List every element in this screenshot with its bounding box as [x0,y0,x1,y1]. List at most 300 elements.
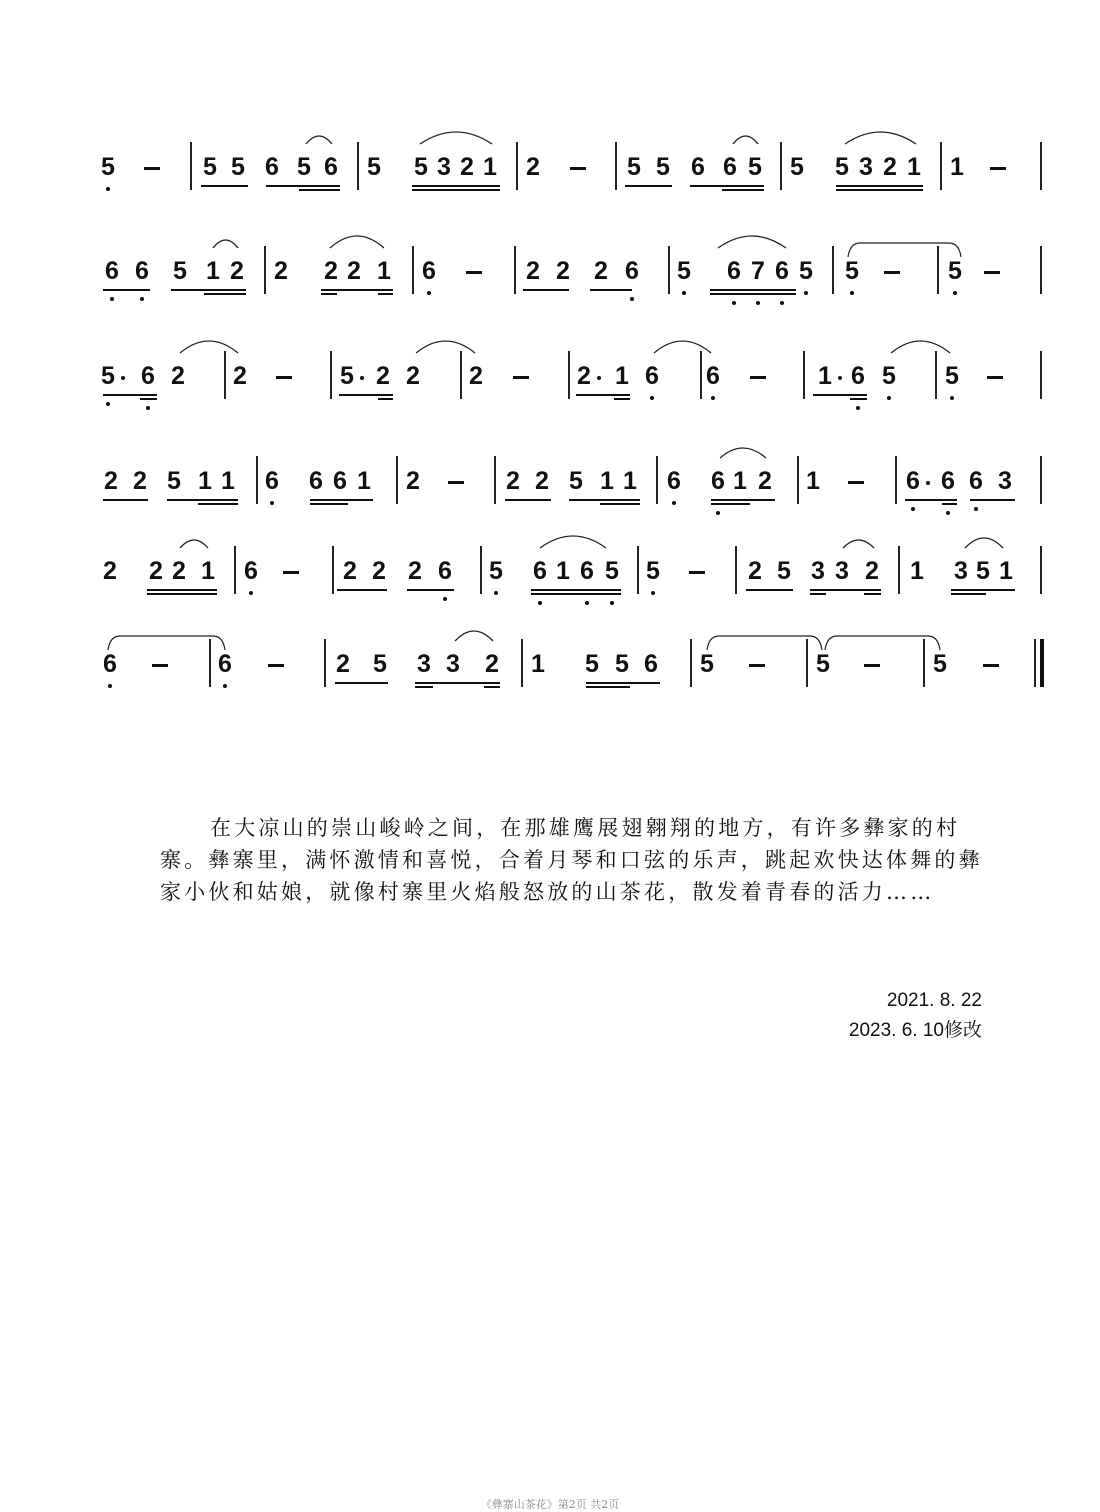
note-5: 5 [790,153,804,181]
note-5: 5 [101,153,115,181]
low-octave-dot [716,511,720,515]
sustain-dash [864,664,880,667]
jianpu-score [0,0,1100,720]
note-5: 5 [816,650,830,678]
duration-underline [531,593,621,595]
note-6: 6 [711,467,725,495]
bar-line [460,351,462,399]
bar-line [637,546,639,594]
duration-underline [103,499,148,501]
note-3: 3 [835,557,849,585]
note-6: 6 [218,650,232,678]
note-2: 2 [103,557,117,585]
note-6: 6 [244,557,258,585]
bar-line [797,456,799,504]
slur-arc [718,446,768,460]
note-2: 2 [171,362,185,390]
bar-line [516,142,518,190]
bar-line [330,351,332,399]
note-2: 2 [274,257,288,285]
low-octave-dot [106,187,110,191]
note-2: 2 [133,467,147,495]
duration-underline [836,189,923,191]
bar-line [1040,246,1042,294]
note-1: 1 [615,362,629,390]
low-octave-dot [610,601,614,605]
tie-arc [846,241,963,259]
date-block [849,986,982,1046]
slur-arc [178,339,240,355]
note-6: 6 [775,257,789,285]
duration-underline [378,398,393,400]
bar-line [735,546,737,594]
note-1: 1 [910,557,924,585]
low-octave-dot [140,297,144,301]
note-2: 2 [230,257,244,285]
note-7: 7 [751,257,765,285]
low-octave-dot [756,301,760,305]
bar-line [656,456,658,504]
duration-underline [813,394,867,396]
note-6: 6 [645,362,659,390]
note-5: 5 [569,467,583,495]
bar-line [568,351,570,399]
note-6: 6 [644,650,658,678]
augmentation-dot [597,376,601,380]
duration-underline [505,499,551,501]
duration-underline [625,185,672,187]
slur-arc [731,134,760,146]
augmentation-dot [926,481,930,485]
note-3: 3 [954,557,968,585]
duration-underline [569,499,640,501]
duration-underline [531,589,621,591]
bar-line [935,351,937,399]
duration-underline [337,589,387,591]
low-octave-dot [682,291,686,295]
note-1: 1 [556,557,570,585]
bar-line [1040,142,1042,190]
note-2: 2 [556,257,570,285]
note-1: 1 [206,257,220,285]
note-6: 6 [667,467,681,495]
note-5: 5 [231,153,245,181]
bar-line [700,351,702,399]
note-5: 5 [167,467,181,495]
low-octave-dot [953,291,957,295]
bar-line [803,351,805,399]
tie-arc [106,634,227,652]
song-description [160,812,990,908]
bar-line [668,246,670,294]
sustain-dash [987,376,1003,379]
bar-line [396,456,398,504]
low-octave-dot [110,297,114,301]
note-5: 5 [845,257,859,285]
duration-underline [339,394,393,396]
slur-arc [418,130,494,146]
duration-underline [198,503,238,505]
note-6: 6 [625,257,639,285]
bar-line [615,142,617,190]
duration-underline [746,589,793,591]
note-2: 2 [406,467,420,495]
note-6: 6 [105,257,119,285]
low-octave-dot [249,591,253,595]
note-2: 2 [460,153,474,181]
note-1: 1 [806,467,820,495]
note-5: 5 [945,362,959,390]
note-2: 2 [372,557,386,585]
note-1: 1 [201,557,215,585]
note-3: 3 [811,557,825,585]
note-6: 6 [906,467,920,495]
note-5: 5 [748,153,762,181]
note-3: 3 [437,153,451,181]
note-5: 5 [656,153,670,181]
slur-arc [178,538,210,550]
low-octave-dot [887,396,891,400]
duration-underline [407,589,454,591]
note-6: 6 [691,153,705,181]
note-6: 6 [580,557,594,585]
duration-underline [321,289,393,291]
bar-line [1040,456,1042,504]
bar-line [234,546,236,594]
note-2: 2 [336,650,350,678]
note-1: 1 [198,467,212,495]
duration-underline [171,289,246,291]
note-2: 2 [149,557,163,585]
note-6: 6 [324,153,338,181]
duration-underline [951,593,986,595]
slur-arc [716,234,788,250]
note-3: 3 [859,153,873,181]
note-1: 1 [377,257,391,285]
note-5: 5 [700,650,714,678]
duration-underline [586,682,660,684]
note-2: 2 [577,362,591,390]
duration-underline [836,185,923,187]
low-octave-dot [946,511,950,515]
low-octave-dot [780,301,784,305]
low-octave-dot [651,591,655,595]
slur-arc [211,238,240,250]
duration-underline [711,503,750,505]
tie-arc [705,634,824,652]
low-octave-dot [427,291,431,295]
slur-arc [414,339,477,355]
low-octave-dot [108,684,112,688]
slur-arc [889,339,952,355]
duration-underline [299,189,340,191]
duration-underline [711,499,775,501]
note-2: 2 [172,557,186,585]
note-2: 2 [526,257,540,285]
note-2: 2 [406,362,420,390]
bar-line [190,142,192,190]
duration-underline [864,593,881,595]
sustain-dash [848,481,864,484]
bar-line [357,142,359,190]
duration-underline [710,289,796,291]
sustain-dash [990,167,1006,170]
bar-line [521,639,523,687]
revision-date: 2023. 6. 10修改 [848,1020,982,1041]
note-6: 6 [723,153,737,181]
augmentation-dot [360,376,364,380]
note-2: 2 [104,467,118,495]
sustain-dash [283,571,299,574]
duration-underline [484,686,500,688]
note-1: 1 [221,467,235,495]
bar-line [690,639,692,687]
note-6: 6 [706,362,720,390]
note-1: 1 [907,153,921,181]
note-2: 2 [865,557,879,585]
duration-underline [147,593,217,595]
note-6: 6 [135,257,149,285]
bar-line [264,246,266,294]
bar-line [324,639,326,687]
note-2: 2 [408,557,422,585]
duration-underline [722,189,764,191]
low-octave-dot [974,507,978,511]
low-octave-dot [711,396,715,400]
low-octave-dot [494,591,498,595]
note-5: 5 [585,650,599,678]
duration-underline [523,289,569,291]
note-1: 1 [999,557,1013,585]
duration-underline [614,398,630,400]
note-1: 1 [733,467,747,495]
slur-arc [841,538,876,550]
low-octave-dot [270,501,274,505]
duration-underline [321,293,337,295]
bar-line [1040,351,1042,399]
duration-underline [690,185,764,187]
note-6: 6 [941,467,955,495]
slur-arc [304,134,334,146]
note-2: 2 [506,467,520,495]
note-5: 5 [646,557,660,585]
note-5: 5 [297,153,311,181]
low-octave-dot [146,406,150,410]
duration-underline [600,503,640,505]
low-octave-dot [950,396,954,400]
duration-underline [850,398,867,400]
note-6: 6 [438,557,452,585]
note-5: 5 [627,153,641,181]
final-bar-line [1040,639,1044,687]
note-6: 6 [333,467,347,495]
note-1: 1 [483,153,497,181]
note-2: 2 [343,557,357,585]
note-2: 2 [526,153,540,181]
low-octave-dot [804,291,808,295]
slur-arc [843,130,918,146]
duration-underline [590,289,632,291]
note-1: 1 [950,153,964,181]
slur-arc [538,534,608,550]
tie-arc [823,634,942,652]
sustain-dash [152,664,168,667]
note-5: 5 [835,153,849,181]
low-octave-dot [732,301,736,305]
low-octave-dot [650,396,654,400]
low-octave-dot [850,291,854,295]
note-5: 5 [948,257,962,285]
augmentation-dot [121,376,125,380]
bar-line [224,351,226,399]
note-5: 5 [605,557,619,585]
low-octave-dot [443,597,447,601]
note-5: 5 [489,557,503,585]
note-2: 2 [594,257,608,285]
duration-underline [103,394,157,396]
duration-underline [335,682,388,684]
bar-line [832,246,834,294]
note-6: 6 [851,362,865,390]
low-octave-dot [223,684,227,688]
duration-underline [942,503,957,505]
note-5: 5 [101,362,115,390]
note-5: 5 [933,650,947,678]
note-6: 6 [422,257,436,285]
bar-line [780,142,782,190]
note-6: 6 [727,257,741,285]
duration-underline [412,189,500,191]
sustain-dash [448,481,464,484]
bar-line [412,246,414,294]
sustain-dash [513,376,529,379]
duration-underline [415,686,433,688]
duration-underline [167,499,238,501]
note-5: 5 [976,557,990,585]
duration-underline [905,499,957,501]
page-footer: 《彝寨山茶花》第2页 共2页 [480,1498,620,1511]
duration-underline [576,394,630,396]
augmentation-dot [838,376,842,380]
note-6: 6 [141,362,155,390]
note-5: 5 [677,257,691,285]
note-2: 2 [324,257,338,285]
duration-underline [378,293,393,295]
note-2: 2 [233,362,247,390]
sustain-dash [749,664,765,667]
duration-underline [147,589,217,591]
note-1: 1 [531,650,545,678]
note-5: 5 [414,153,428,181]
note-2: 2 [748,557,762,585]
sustain-dash [268,664,284,667]
duration-underline [810,593,826,595]
note-5: 5 [777,557,791,585]
note-5: 5 [173,257,187,285]
note-5: 5 [882,362,896,390]
sustain-dash [689,571,705,574]
note-6: 6 [309,467,323,495]
duration-underline [415,682,500,684]
bar-line [1040,546,1042,594]
sustain-dash [570,167,586,170]
composition-date: 2021. 8. 22 [886,990,982,1011]
bar-line [480,546,482,594]
note-2: 2 [347,257,361,285]
low-octave-dot [630,297,634,301]
slur-arc [652,339,713,355]
note-6: 6 [969,467,983,495]
duration-underline [310,499,373,501]
bar-line [332,546,334,594]
sustain-dash [144,167,160,170]
duration-underline [951,589,1015,591]
sustain-dash [884,271,900,274]
note-2: 2 [469,362,483,390]
bar-line [898,546,900,594]
sustain-dash [983,664,999,667]
note-6: 6 [265,153,279,181]
note-2: 2 [758,467,772,495]
duration-underline [140,398,157,400]
note-5: 5 [615,650,629,678]
low-octave-dot [106,402,110,406]
duration-underline [412,185,500,187]
note-2: 2 [535,467,549,495]
bar-line [256,456,258,504]
duration-underline [310,503,348,505]
note-3: 3 [446,650,460,678]
note-3: 3 [998,467,1012,495]
note-1: 1 [623,467,637,495]
note-2: 2 [485,650,499,678]
note-2: 2 [376,362,390,390]
low-octave-dot [856,406,860,410]
low-octave-dot [585,601,589,605]
sustain-dash [276,376,292,379]
note-1: 1 [600,467,614,495]
slur-arc [328,234,386,250]
note-5: 5 [203,153,217,181]
low-octave-dot [672,501,676,505]
duration-underline [970,499,1015,501]
note-2: 2 [883,153,897,181]
sustain-dash [750,376,766,379]
duration-underline [103,289,150,291]
note-6: 6 [103,650,117,678]
duration-underline [266,185,340,187]
note-5: 5 [799,257,813,285]
note-5: 5 [367,153,381,181]
sustain-dash [984,271,1000,274]
duration-underline [810,589,881,591]
note-1: 1 [357,467,371,495]
bar-line [895,456,897,504]
bar-line [494,456,496,504]
sustain-dash [466,271,482,274]
low-octave-dot [911,507,915,511]
note-6: 6 [533,557,547,585]
bar-line [514,246,516,294]
slur-arc [963,536,1005,550]
duration-underline [710,293,796,295]
low-octave-dot [538,601,542,605]
bar-line [1034,639,1036,687]
note-5: 5 [340,362,354,390]
bar-line [940,142,942,190]
duration-underline [201,185,248,187]
note-1: 1 [818,362,832,390]
